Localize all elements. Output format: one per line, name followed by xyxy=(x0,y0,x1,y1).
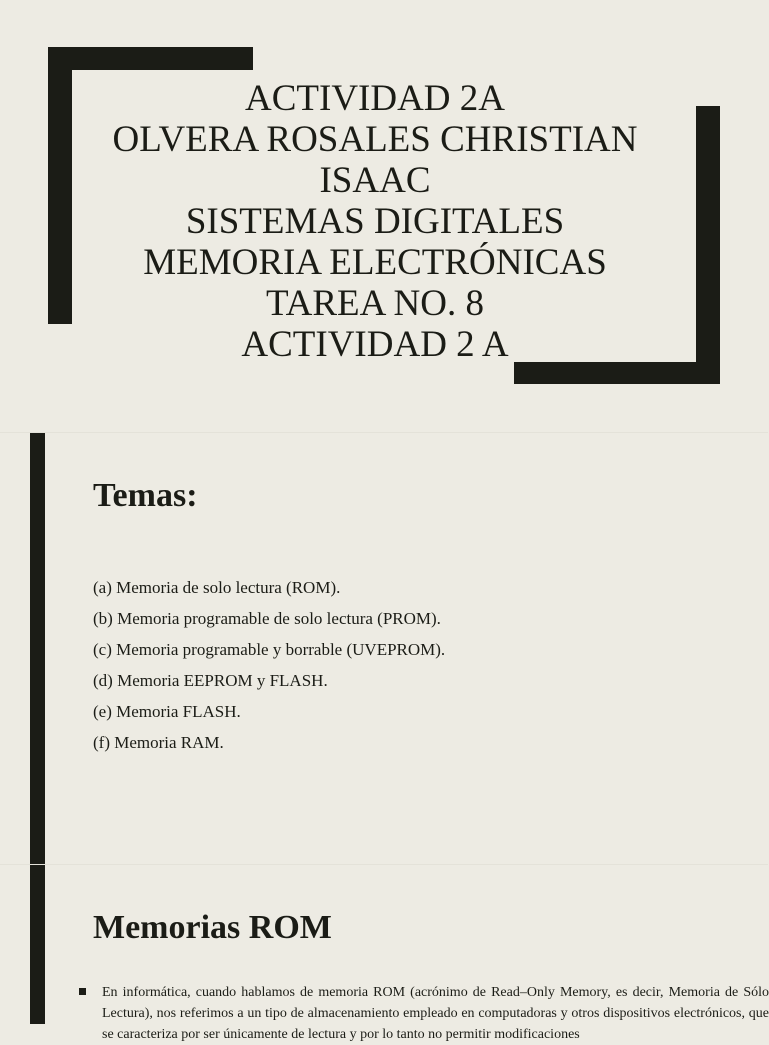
frame-bottom-right-horizontal xyxy=(514,362,720,384)
frame-bottom-right-vertical xyxy=(696,106,720,384)
bullet-text: En informática, cuando hablamos de memoria ROM (acrónimo de Read–Only Memory, es decir, Memoria de Sólo Lectura), nos referimos a un tipo de almacenamiento empleado en computadoras y otros dispositivos electrónicos, que se caracteriza por ser únicamente de lectura y por lo tanto no permitir modificaciones xyxy=(102,985,769,1042)
title-line: ACTIVIDAD 2A xyxy=(245,78,505,119)
list-item: (c) Memoria programable y borrable (UVEPROM). xyxy=(93,640,446,659)
rom-heading: Memorias ROM xyxy=(93,909,332,946)
title-slide xyxy=(0,0,768,432)
title-line: OLVERA ROSALES CHRISTIAN xyxy=(112,119,638,160)
accent-bar xyxy=(30,864,45,1024)
title-line: MEMORIA ELECTRÓNICAS xyxy=(143,242,607,283)
list-item: (b) Memoria programable de solo lectura (PROM). xyxy=(93,609,441,628)
slide-divider xyxy=(0,864,768,865)
title-line: ACTIVIDAD 2 A xyxy=(241,324,509,365)
title-line: ISAAC xyxy=(319,160,431,201)
topics-slide xyxy=(0,432,768,864)
title-line: TAREA NO. 8 xyxy=(265,283,484,324)
list-item: (a) Memoria de solo lectura (ROM). xyxy=(93,578,341,597)
title-line: SISTEMAS DIGITALES xyxy=(185,201,565,242)
rom-slide xyxy=(0,864,769,1042)
list-item: (f) Memoria RAM. xyxy=(93,733,224,752)
accent-bar xyxy=(30,432,45,864)
frame-top-left-horizontal xyxy=(48,47,253,70)
list-item: (e) Memoria FLASH. xyxy=(93,702,241,721)
topic-list xyxy=(93,578,445,764)
frame-top-left-vertical xyxy=(48,47,72,324)
slide-divider xyxy=(0,432,768,433)
slide-title xyxy=(70,78,680,365)
topics-heading: Temas: xyxy=(93,477,198,514)
list-item: (d) Memoria EEPROM y FLASH. xyxy=(93,671,328,690)
square-bullet-icon xyxy=(79,988,86,995)
